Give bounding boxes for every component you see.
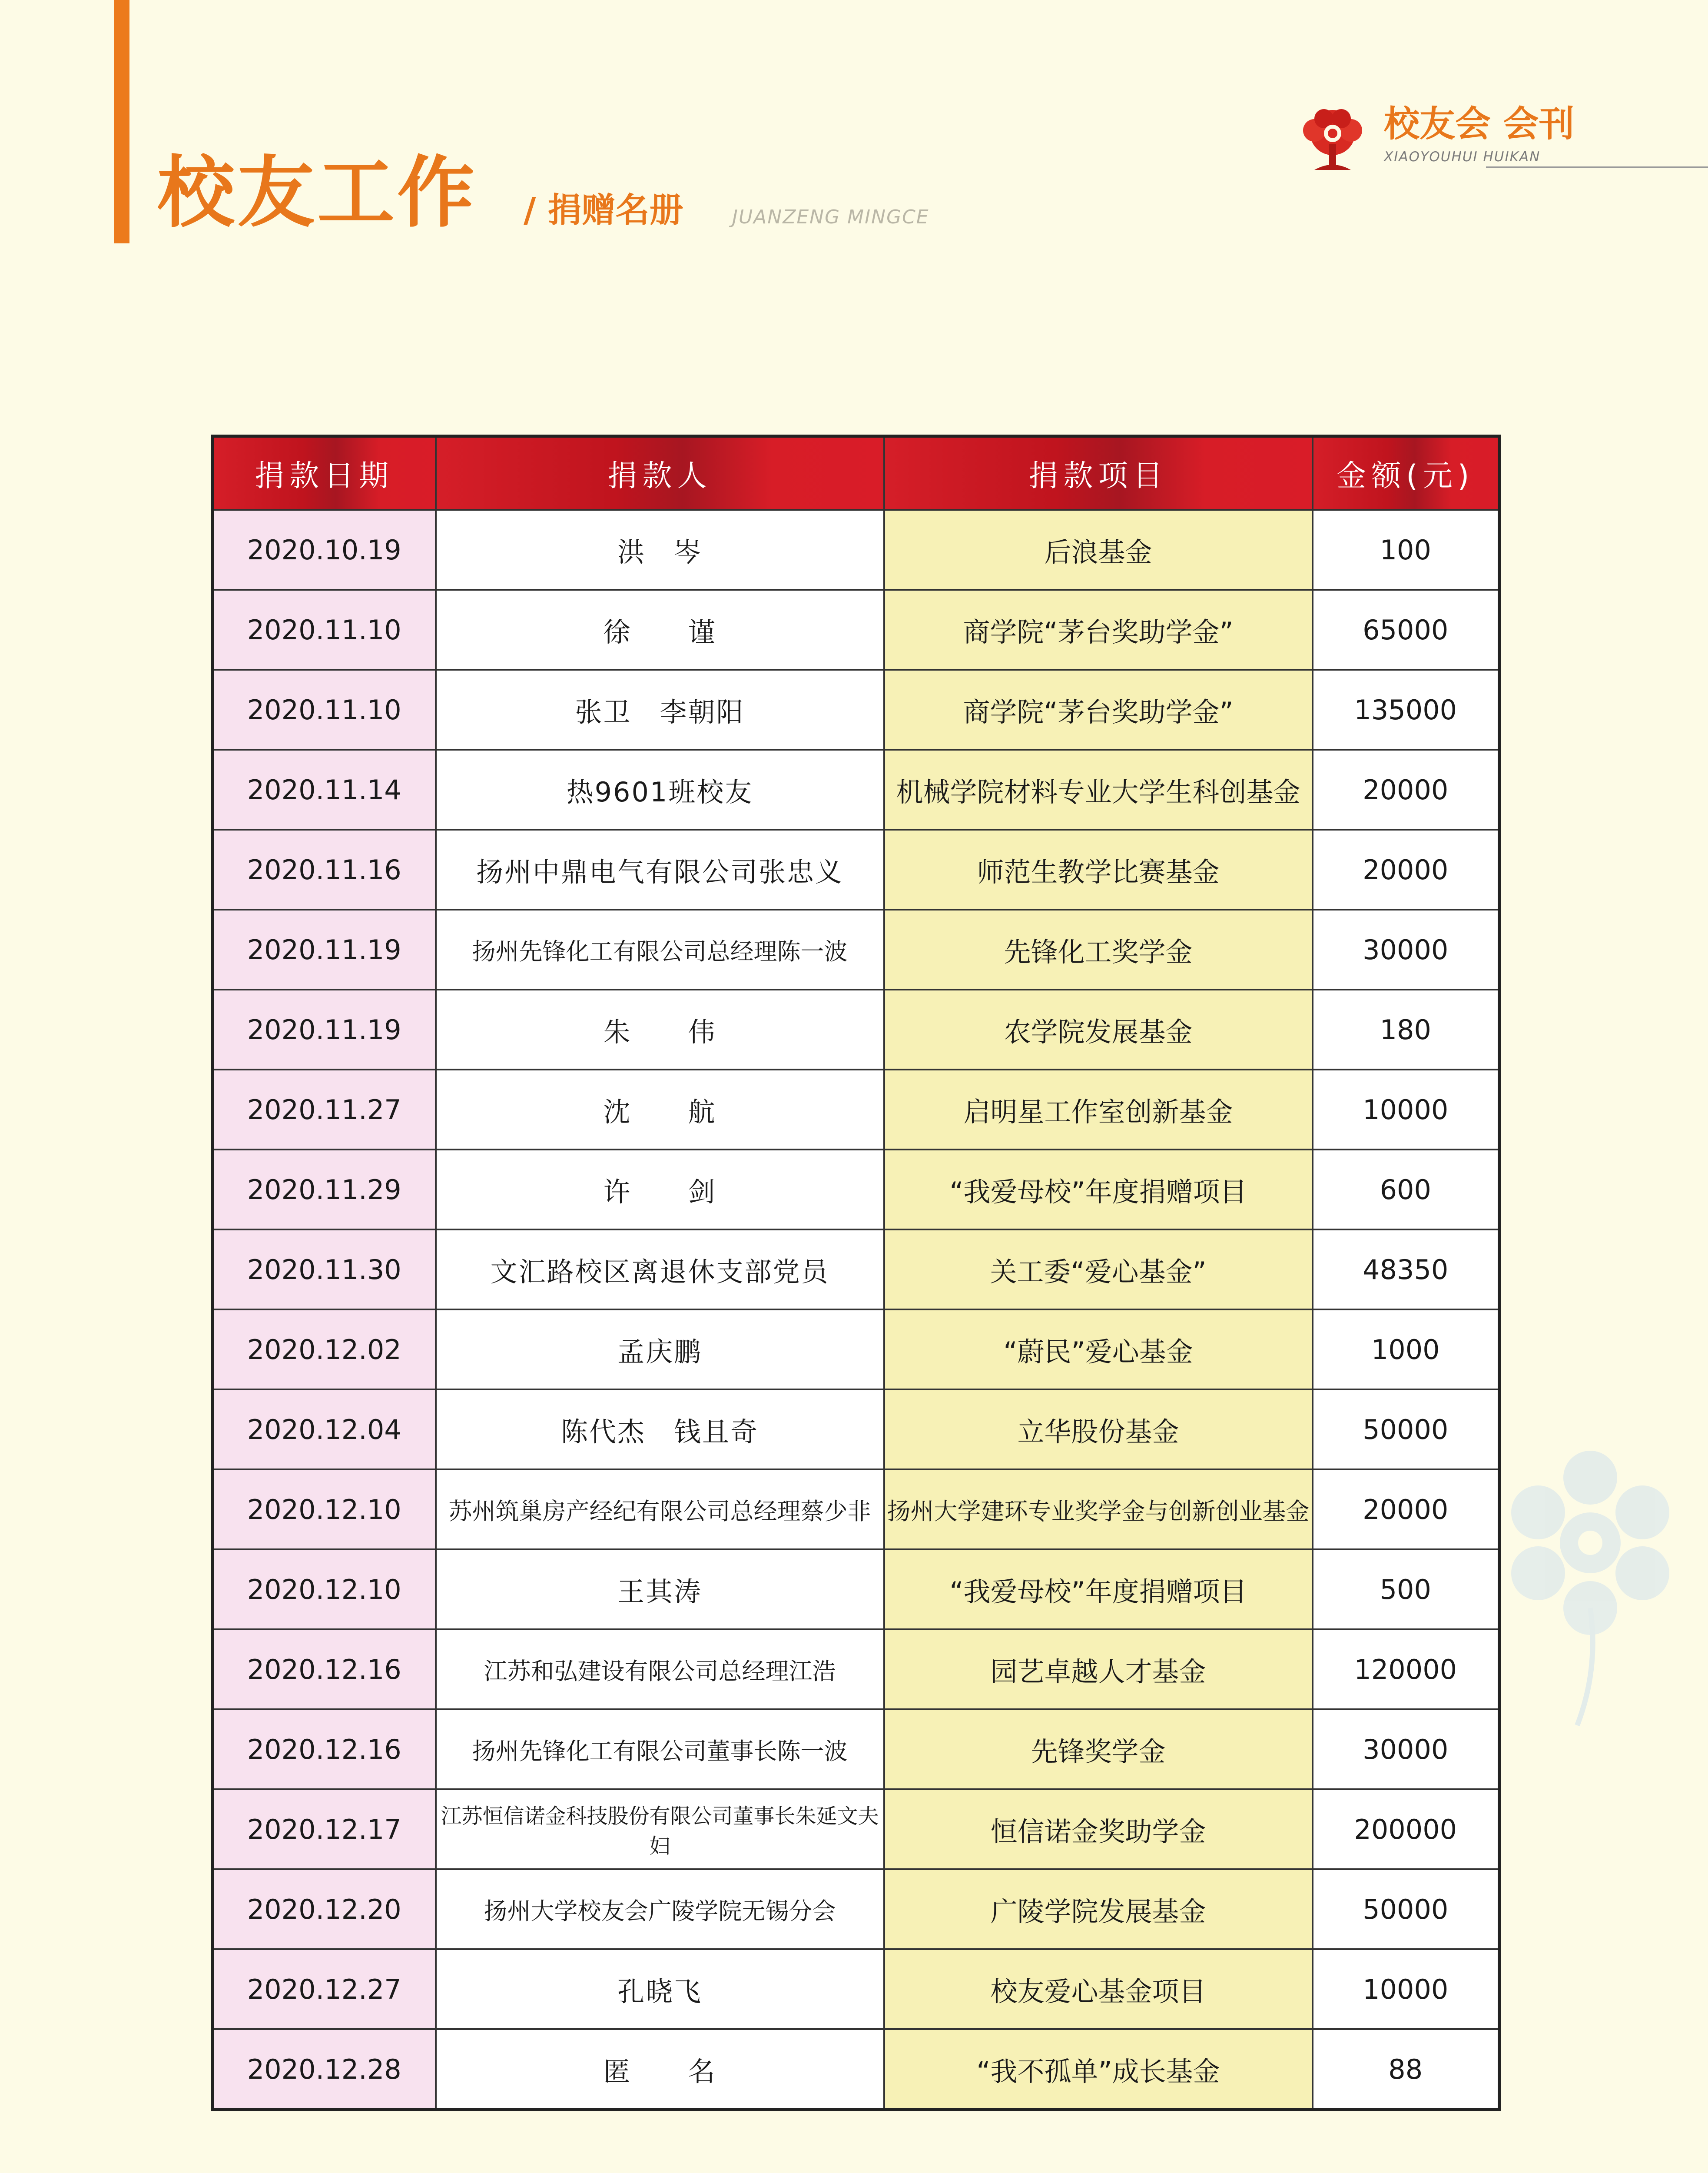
cell-project: “我爱母校”年度捐赠项目 bbox=[884, 1549, 1313, 1629]
cell-amount: 20000 bbox=[1313, 750, 1499, 830]
cell-amount: 600 bbox=[1313, 1150, 1499, 1229]
table-row bbox=[212, 2029, 1499, 2110]
cell-amount: 20000 bbox=[1313, 830, 1499, 910]
cell-project: 恒信诺金奖助学金 bbox=[884, 1789, 1313, 1869]
accent-bar bbox=[114, 0, 129, 243]
table-row bbox=[212, 910, 1499, 990]
table-row bbox=[212, 1070, 1499, 1150]
cell-project: 立华股份基金 bbox=[884, 1389, 1313, 1469]
brand-pinyin: XIAOYOUHUI HUIKAN bbox=[1384, 149, 1541, 165]
cell-donor: 扬州中鼎电气有限公司张忠义 bbox=[436, 830, 884, 910]
cell-project: 商学院“茅台奖助学金” bbox=[884, 590, 1313, 670]
cell-date: 2020.12.10 bbox=[212, 1469, 436, 1549]
subtitle: / 捐赠名册 bbox=[524, 191, 683, 230]
flower-decoration bbox=[1469, 1425, 1708, 1730]
cell-date: 2020.12.27 bbox=[212, 1949, 436, 2029]
table-row bbox=[212, 1789, 1499, 1869]
table-row bbox=[212, 750, 1499, 830]
cell-donor: 热9601班校友 bbox=[436, 750, 884, 830]
table-row bbox=[212, 510, 1499, 590]
cell-amount: 120000 bbox=[1313, 1629, 1499, 1709]
cell-project: 校友爱心基金项目 bbox=[884, 1949, 1313, 2029]
cell-date: 2020.12.16 bbox=[212, 1709, 436, 1789]
cell-date: 2020.11.19 bbox=[212, 910, 436, 990]
cell-donor: 许 剑 bbox=[436, 1150, 884, 1229]
cell-date: 2020.11.14 bbox=[212, 750, 436, 830]
donation-table bbox=[211, 435, 1501, 2111]
cell-date: 2020.12.16 bbox=[212, 1629, 436, 1709]
table-row bbox=[212, 1389, 1499, 1469]
cell-donor: 朱 伟 bbox=[436, 990, 884, 1070]
cell-donor: 孔晓飞 bbox=[436, 1949, 884, 2029]
section-title: 校友工作 bbox=[157, 148, 477, 238]
cell-amount: 10000 bbox=[1313, 1949, 1499, 2029]
cell-amount: 88 bbox=[1313, 2029, 1499, 2110]
cell-amount: 30000 bbox=[1313, 910, 1499, 990]
cell-amount: 200000 bbox=[1313, 1789, 1499, 1869]
cell-project: 扬州大学建环专业奖学金与创新创业基金 bbox=[884, 1469, 1313, 1549]
header-donor: 捐款人 bbox=[436, 436, 884, 510]
brand-name: 校友会 会刊 bbox=[1384, 103, 1575, 145]
cell-amount: 10000 bbox=[1313, 1070, 1499, 1150]
cell-amount: 135000 bbox=[1313, 670, 1499, 750]
cell-amount: 500 bbox=[1313, 1549, 1499, 1629]
cell-date: 2020.12.17 bbox=[212, 1789, 436, 1869]
table-row bbox=[212, 1469, 1499, 1549]
cell-donor: 徐 谨 bbox=[436, 590, 884, 670]
cell-donor: 扬州先锋化工有限公司总经理陈一波 bbox=[436, 910, 884, 990]
cell-amount: 65000 bbox=[1313, 590, 1499, 670]
cell-donor: 苏州筑巢房产经纪有限公司总经理蔡少非 bbox=[436, 1469, 884, 1549]
cell-date: 2020.12.10 bbox=[212, 1549, 436, 1629]
header-date: 捐款日期 bbox=[212, 436, 436, 510]
cell-project: 广陵学院发展基金 bbox=[884, 1869, 1313, 1949]
cell-date: 2020.11.10 bbox=[212, 590, 436, 670]
header-rule bbox=[1486, 166, 1708, 168]
table-row bbox=[212, 1229, 1499, 1309]
cell-donor: 洪 岑 bbox=[436, 510, 884, 590]
table-row bbox=[212, 1709, 1499, 1789]
cell-amount: 180 bbox=[1313, 990, 1499, 1070]
cell-donor: 陈代杰 钱且奇 bbox=[436, 1389, 884, 1469]
table-row bbox=[212, 1949, 1499, 2029]
table-row bbox=[212, 1309, 1499, 1389]
table-header-row bbox=[212, 436, 1499, 510]
cell-donor: 匿 名 bbox=[436, 2029, 884, 2110]
cell-project: 农学院发展基金 bbox=[884, 990, 1313, 1070]
cell-date: 2020.11.16 bbox=[212, 830, 436, 910]
cell-date: 2020.12.28 bbox=[212, 2029, 436, 2110]
cell-amount: 30000 bbox=[1313, 1709, 1499, 1789]
cell-date: 2020.12.20 bbox=[212, 1869, 436, 1949]
table-row bbox=[212, 1869, 1499, 1949]
table-row bbox=[212, 1629, 1499, 1709]
cell-date: 2020.10.19 bbox=[212, 510, 436, 590]
cell-project: 先锋奖学金 bbox=[884, 1709, 1313, 1789]
cell-donor: 沈 航 bbox=[436, 1070, 884, 1150]
cell-donor: 扬州先锋化工有限公司董事长陈一波 bbox=[436, 1709, 884, 1789]
cell-donor: 文汇路校区离退休支部党员 bbox=[436, 1229, 884, 1309]
cell-project: 先锋化工奖学金 bbox=[884, 910, 1313, 990]
cell-project: 启明星工作室创新基金 bbox=[884, 1070, 1313, 1150]
cell-project: 商学院“茅台奖助学金” bbox=[884, 670, 1313, 750]
cell-project: 园艺卓越人才基金 bbox=[884, 1629, 1313, 1709]
cell-date: 2020.12.04 bbox=[212, 1389, 436, 1469]
cell-date: 2020.11.10 bbox=[212, 670, 436, 750]
cell-amount: 100 bbox=[1313, 510, 1499, 590]
cell-donor: 江苏和弘建设有限公司总经理江浩 bbox=[436, 1629, 884, 1709]
table-row bbox=[212, 590, 1499, 670]
cell-date: 2020.11.27 bbox=[212, 1070, 436, 1150]
header-amount: 金额(元) bbox=[1313, 436, 1499, 510]
cell-amount: 1000 bbox=[1313, 1309, 1499, 1389]
table-row bbox=[212, 1150, 1499, 1229]
cell-date: 2020.11.19 bbox=[212, 990, 436, 1070]
cell-project: 机械学院材料专业大学生科创基金 bbox=[884, 750, 1313, 830]
cell-amount: 50000 bbox=[1313, 1389, 1499, 1469]
cell-project: 关工委“爱心基金” bbox=[884, 1229, 1313, 1309]
cell-date: 2020.11.29 bbox=[212, 1150, 436, 1229]
cell-project: 后浪基金 bbox=[884, 510, 1313, 590]
cell-donor: 孟庆鹏 bbox=[436, 1309, 884, 1389]
table-row bbox=[212, 1549, 1499, 1629]
brand bbox=[1297, 98, 1627, 174]
cell-donor: 扬州大学校友会广陵学院无锡分会 bbox=[436, 1869, 884, 1949]
table-row bbox=[212, 830, 1499, 910]
cell-donor: 王其涛 bbox=[436, 1549, 884, 1629]
table-row bbox=[212, 670, 1499, 750]
tree-logo-icon bbox=[1297, 106, 1369, 172]
subtitle-pinyin: JUANZENG MINGCE bbox=[732, 206, 929, 228]
table-row bbox=[212, 990, 1499, 1070]
cell-project: 师范生教学比赛基金 bbox=[884, 830, 1313, 910]
cell-donor: 张卫 李朝阳 bbox=[436, 670, 884, 750]
cell-amount: 48350 bbox=[1313, 1229, 1499, 1309]
cell-date: 2020.12.02 bbox=[212, 1309, 436, 1389]
cell-date: 2020.11.30 bbox=[212, 1229, 436, 1309]
header-project: 捐款项目 bbox=[884, 436, 1313, 510]
cell-donor: 江苏恒信诺金科技股份有限公司董事长朱延文夫妇 bbox=[436, 1789, 884, 1869]
cell-amount: 20000 bbox=[1313, 1469, 1499, 1549]
cell-project: “我不孤单”成长基金 bbox=[884, 2029, 1313, 2110]
cell-project: “蔚民”爱心基金 bbox=[884, 1309, 1313, 1389]
cell-amount: 50000 bbox=[1313, 1869, 1499, 1949]
cell-project: “我爱母校”年度捐赠项目 bbox=[884, 1150, 1313, 1229]
